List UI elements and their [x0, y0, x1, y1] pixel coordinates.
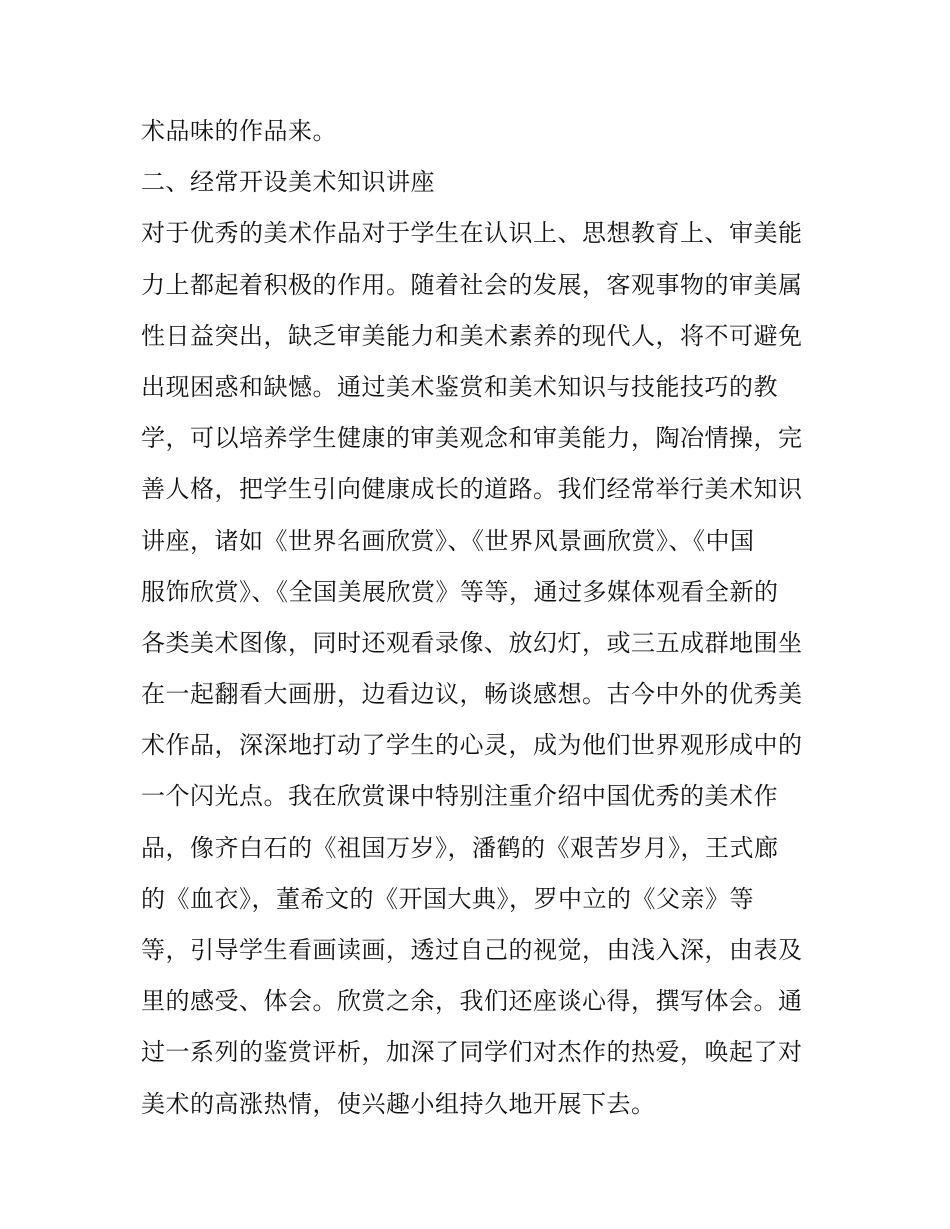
text-line: 里的感受、体会。欣赏之余，我们还座谈心得，撰写体会。通: [141, 987, 803, 1016]
text-line: 品，像齐白石的《祖国万岁》，潘鹤的《艰苦岁月》，王式廊: [141, 833, 779, 862]
text-line: 力上都起着积极的作用。随着社会的发展，客观事物的审美属: [141, 270, 803, 299]
text-line: 等，引导学生看画读画，透过自己的视觉，由浅入深，由表及: [141, 936, 803, 964]
section-heading: 二、经常开设美术知识讲座: [141, 168, 435, 197]
body-text: [141, 106, 821, 1130]
text-line: 出现困惑和缺憾。通过美术鉴赏和美术知识与技能技巧的教: [141, 372, 778, 401]
text-line: 服饰欣赏》、《全国美展欣赏》等等，通过多媒体观看全新的: [141, 577, 779, 606]
text-line: 善人格，把学生引向健康成长的道路。我们经常举行美术知识: [141, 475, 803, 504]
text-line: 美术的高涨热情，使兴趣小组持久地开展下去。: [141, 1089, 656, 1118]
text-line: 各类美术图像，同时还观看录像、放幻灯，或三五成群地围坐: [141, 628, 803, 657]
text-line: 的《血衣》，董希文的《开国大典》，罗中立的《父亲》等: [141, 884, 754, 913]
text-line: 学，可以培养学生健康的审美观念和审美能力，陶冶情操，完: [141, 424, 803, 453]
text-line: 对于优秀的美术作品对于学生在认识上、思想教育上、审美能: [141, 219, 803, 248]
text-line: 一个闪光点。我在欣赏课中特别注重介绍中国优秀的美术作: [141, 782, 778, 811]
text-line: 在一起翻看大画册，边看边议，畅谈感想。古今中外的优秀美: [141, 680, 803, 709]
text-line: 术品味的作品来。: [141, 117, 337, 145]
text-line: 过一系列的鉴赏评析，加深了同学们对杰作的热爱，唤起了对: [141, 1038, 803, 1067]
text-line: 讲座，诸如《世界名画欣赏》、《世界风景画欣赏》、《中国: [141, 526, 755, 555]
text-line: 术作品，深深地打动了学生的心灵，成为他们世界观形成中的: [141, 731, 803, 760]
text-line: 性日益突出，缺乏审美能力和美术素养的现代人，将不可避免: [141, 321, 803, 350]
